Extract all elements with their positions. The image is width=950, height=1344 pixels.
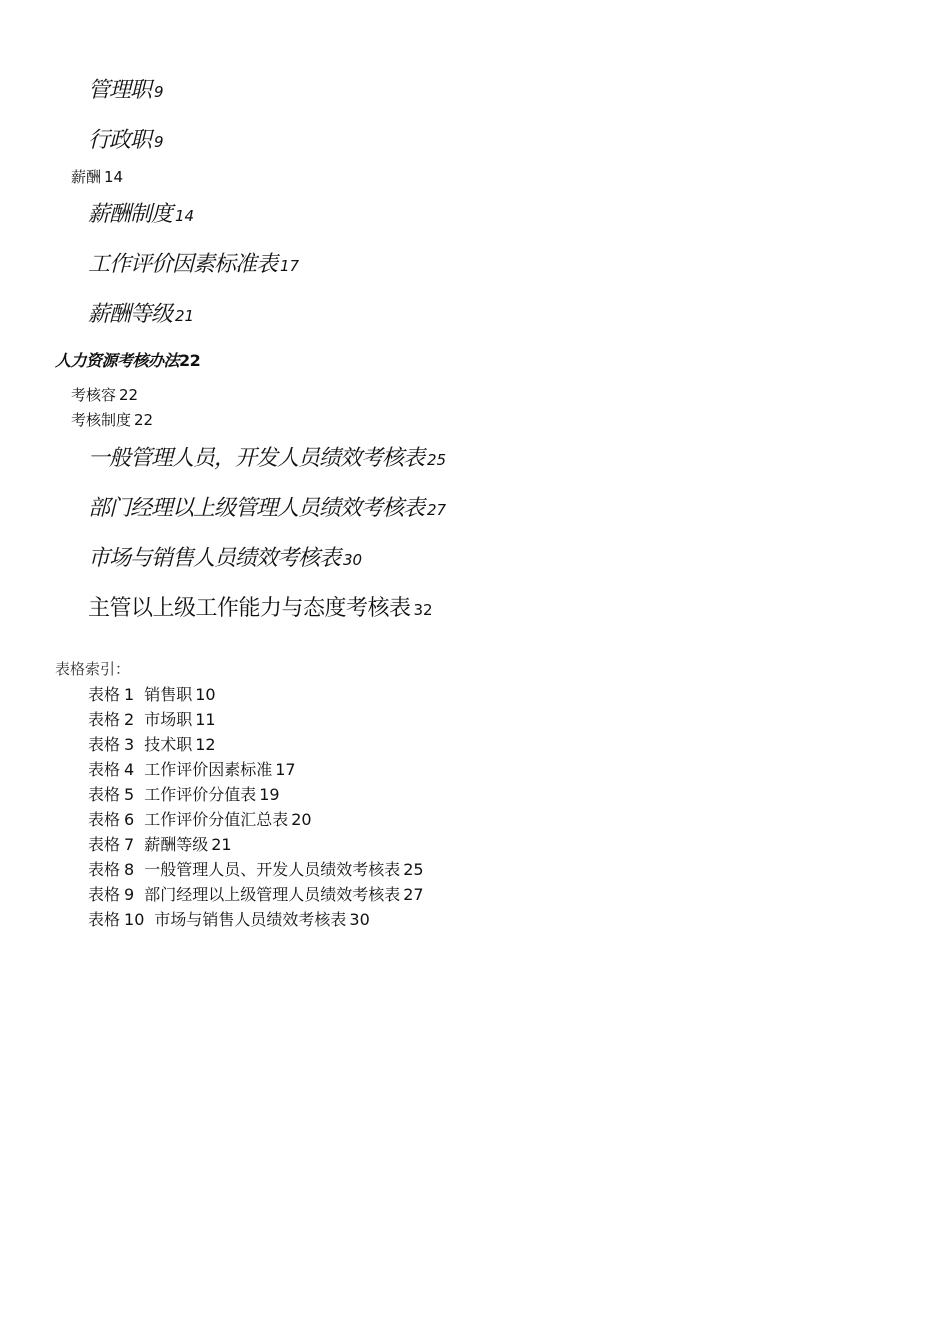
table-number: 2 [124, 710, 135, 729]
table-label: 表格 [88, 835, 121, 854]
table-page: 19 [259, 785, 280, 804]
toc-entry-page: 22 [134, 411, 154, 429]
toc-entry-text: 市场与销售人员绩效考核表 [88, 546, 341, 571]
toc-entry-page: 14 [175, 207, 195, 225]
table-label: 表格 [88, 785, 121, 804]
table-page: 20 [291, 810, 312, 829]
toc-entry-hr-assessment[interactable] [55, 353, 200, 369]
toc-entry-page: 32 [413, 601, 433, 619]
toc-entry-text: 工作评价因素标准表 [88, 252, 278, 277]
toc-entry-page: 22 [119, 386, 139, 404]
table-page: 17 [275, 760, 296, 779]
toc-entry-page: 9 [154, 133, 164, 151]
table-number: 5 [124, 785, 135, 804]
toc-entry-text: 考核制度 [71, 411, 132, 429]
table-page: 30 [349, 910, 370, 929]
toc-entry-page: 30 [343, 551, 363, 569]
table-index-item[interactable] [88, 912, 370, 928]
table-number: 9 [124, 885, 135, 904]
toc-entry-text: 考核容 [71, 386, 117, 404]
table-number: 10 [124, 910, 145, 929]
toc-entry-page: 21 [175, 307, 195, 325]
table-title: 技术职 [144, 735, 193, 754]
toc-entry-page: 27 [427, 501, 447, 519]
table-index-item[interactable] [88, 862, 424, 878]
toc-entry-page: 9 [154, 83, 164, 101]
table-label: 表格 [88, 860, 121, 879]
table-page: 25 [403, 860, 424, 879]
table-title: 一般管理人员、开发人员绩效考核表 [144, 860, 401, 879]
table-number: 8 [124, 860, 135, 879]
table-label: 表格 [88, 885, 121, 904]
table-number: 7 [124, 835, 135, 854]
table-number: 4 [124, 760, 135, 779]
toc-entry-page: 22 [179, 351, 201, 370]
table-page: 10 [195, 685, 216, 704]
toc-entry-text: 薪酬 [71, 168, 102, 186]
toc-entry-salary-grade[interactable] [88, 304, 194, 326]
table-title: 市场与销售人员绩效考核表 [154, 910, 347, 929]
table-title: 工作评价因素标准 [144, 760, 273, 779]
toc-entry-text: 部门经理以上级管理人员绩效考核表 [88, 496, 425, 521]
table-index-item[interactable] [88, 837, 232, 853]
toc-entry-text: 薪酬等级 [88, 302, 173, 327]
table-label: 表格 [88, 910, 121, 929]
toc-entry-assessment-system[interactable] [71, 413, 153, 428]
toc-entry-text: 行政职 [88, 128, 152, 153]
toc-entry-job-evaluation-standard[interactable] [88, 254, 299, 276]
table-page: 27 [403, 885, 424, 904]
toc-entry-supervisor-form[interactable] [88, 598, 433, 620]
table-index-item[interactable] [88, 887, 424, 903]
table-label: 表格 [88, 685, 121, 704]
table-label: 表格 [88, 810, 121, 829]
table-number: 3 [124, 735, 135, 754]
table-number: 6 [124, 810, 135, 829]
table-label: 表格 [88, 760, 121, 779]
table-title: 薪酬等级 [144, 835, 209, 854]
toc-entry-administration[interactable] [88, 130, 164, 152]
table-title: 部门经理以上级管理人员绩效考核表 [144, 885, 401, 904]
table-title: 工作评价分值表 [144, 785, 257, 804]
toc-entry-management[interactable] [88, 80, 164, 102]
table-index-item[interactable] [88, 787, 280, 803]
table-label: 表格 [88, 710, 121, 729]
toc-entry-page: 14 [104, 168, 124, 186]
toc-entry-compensation-system[interactable] [88, 204, 194, 226]
table-index-item[interactable] [88, 737, 216, 753]
toc-entry-sales-form[interactable] [88, 548, 362, 570]
table-label: 表格 [88, 735, 121, 754]
table-index-item[interactable] [88, 687, 216, 703]
toc-entry-text: 薪酬制度 [88, 202, 173, 227]
toc-entry-compensation[interactable] [71, 170, 123, 185]
table-page: 12 [195, 735, 216, 754]
table-index-item[interactable] [88, 812, 312, 828]
toc-entry-text: 人力资源考核办法 [55, 351, 180, 370]
toc-entry-assessment-content[interactable] [71, 388, 138, 403]
table-number: 1 [124, 685, 135, 704]
table-index-heading: 表格索引： [55, 660, 131, 678]
toc-entry-page: 25 [427, 451, 447, 469]
table-title: 市场职 [144, 710, 193, 729]
table-index-item[interactable] [88, 712, 216, 728]
table-title: 工作评价分值汇总表 [144, 810, 289, 829]
table-title: 销售职 [144, 685, 193, 704]
toc-entry-page: 17 [280, 257, 300, 275]
toc-entry-text: 主管以上级工作能力与态度考核表 [88, 596, 411, 621]
table-page: 11 [195, 710, 216, 729]
toc-entry-manager-form[interactable] [88, 498, 446, 520]
toc-entry-general-staff-form[interactable] [88, 448, 446, 470]
table-page: 21 [211, 835, 232, 854]
table-index-item[interactable] [88, 762, 296, 778]
toc-entry-text: 一般管理人员，开发人员绩效考核表 [88, 446, 425, 471]
toc-entry-text: 管理职 [88, 78, 152, 103]
